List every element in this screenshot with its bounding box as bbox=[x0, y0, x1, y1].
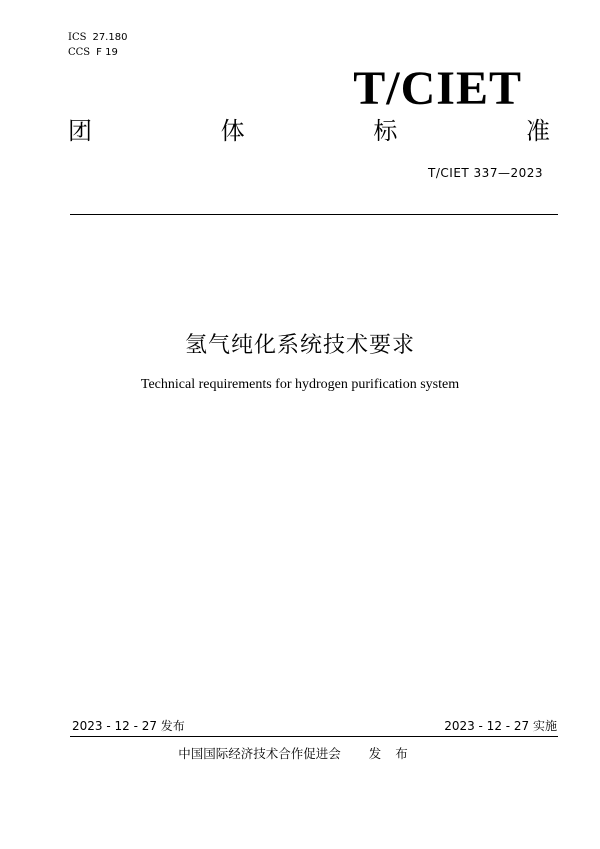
top-divider bbox=[70, 214, 558, 215]
standard-type-char: 团 bbox=[68, 117, 92, 145]
issuer-line bbox=[0, 744, 600, 762]
standard-number: T/CIET 337—2023 bbox=[428, 166, 543, 180]
publish-date: 2023 - 12 - 27 发布 bbox=[72, 719, 185, 733]
title-chinese: 氢气纯化系统技术要求 bbox=[184, 333, 415, 358]
bottom-divider bbox=[70, 736, 558, 737]
ics-value: 27.180 bbox=[92, 32, 128, 43]
ccs-value: F 19 bbox=[96, 47, 118, 58]
implement-date: 2023 - 12 - 27 实施 bbox=[444, 719, 557, 733]
ics-code bbox=[68, 30, 127, 45]
ccs-code bbox=[68, 45, 127, 60]
ics-label: ICS bbox=[68, 32, 87, 43]
standard-type-char: 体 bbox=[220, 117, 245, 145]
issuer-verb: 发布 bbox=[368, 746, 422, 761]
brand-logo: T/CIET bbox=[353, 62, 522, 115]
standard-type bbox=[68, 116, 550, 146]
ccs-label: CCS bbox=[68, 47, 91, 58]
classification-codes bbox=[68, 30, 127, 60]
standard-type-char: 准 bbox=[525, 117, 550, 145]
standard-type-char: 标 bbox=[373, 117, 398, 145]
title-english: Technical requirements for hydrogen purification system bbox=[140, 377, 460, 392]
issuer-name: 中国国际经济技术合作促进会 bbox=[178, 746, 341, 761]
